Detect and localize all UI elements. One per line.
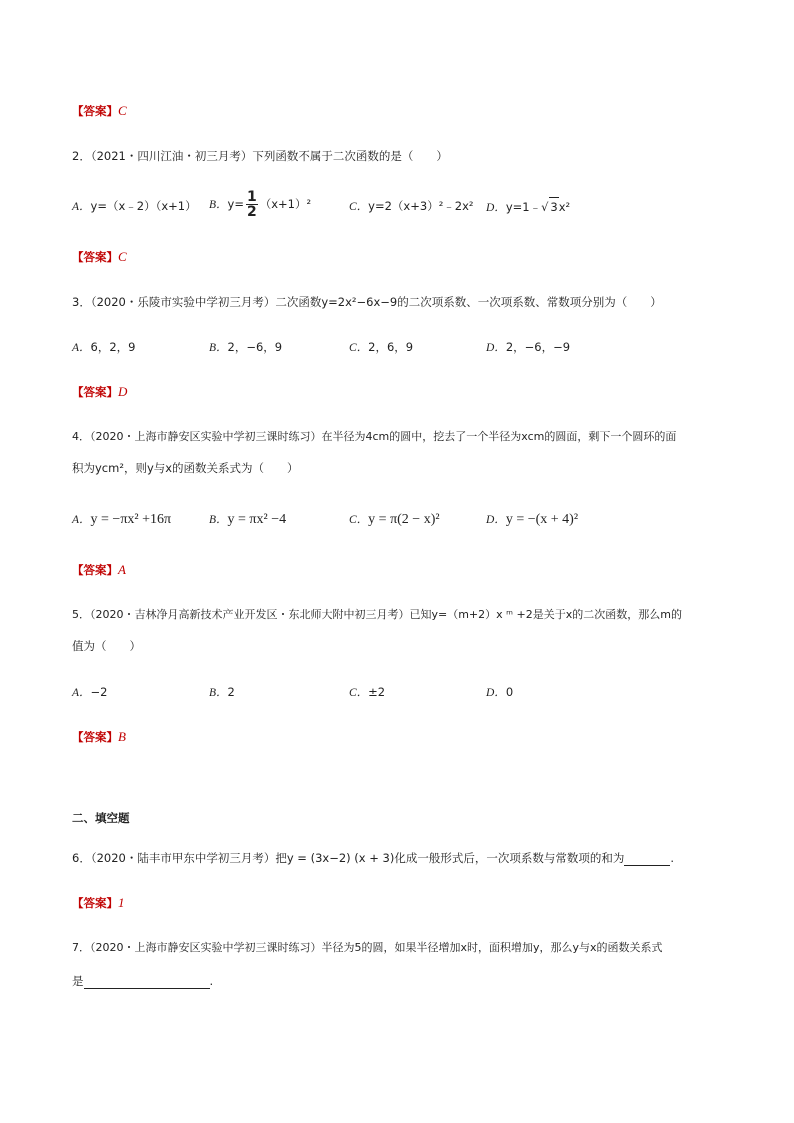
option-text-prefix: y=1﹣ [505, 200, 542, 214]
option-text: y=（x﹣2）（x+1） [90, 199, 197, 213]
answer-blank[interactable] [624, 849, 670, 866]
answer-label: 【答案】 [72, 250, 118, 264]
answer-label: 【答案】 [72, 563, 118, 577]
option-text-suffix: x² [558, 200, 571, 214]
answer-label: 【答案】 [72, 385, 118, 399]
option-text: ±2 [368, 685, 386, 699]
q5-stem-line2: 值为（ ） [72, 639, 141, 653]
option-key: C． [349, 201, 369, 213]
q3-stem: 3．（2020・乐陵市实验中学初三月考）二次函数y=2x²−6x−9的二次项系数、一次项系数、常数项分别为（ ） [72, 295, 662, 309]
option-key: A． [72, 201, 91, 213]
option-text: 2，6，9 [368, 340, 414, 354]
option-formula: y = −(x + 4)² [505, 512, 579, 527]
option-key: B． [209, 514, 228, 526]
fraction-denominator: 2 [246, 204, 257, 220]
answer-label: 【答案】 [72, 896, 118, 910]
q4-option-c [349, 510, 440, 529]
option-text: 0 [505, 685, 514, 699]
option-text: 6，2，9 [90, 340, 136, 354]
answer-value: C [118, 103, 127, 118]
q2-option-b [209, 190, 311, 219]
q2-option-d [486, 197, 570, 217]
option-text: y=2（x+3）²﹣2x² [368, 199, 474, 213]
q4-stem-line1: 4．（2020・上海市静安区实验中学初三课时练习）在半径为4cm的圆中，挖去了一个半径为xcm的圆面，剩下一个圆环的面 [72, 430, 677, 443]
option-key: C． [349, 514, 369, 526]
q5-answer [72, 729, 126, 745]
option-key: C． [349, 687, 369, 699]
option-text: 2，−6，9 [227, 340, 283, 354]
option-key: D． [486, 202, 506, 214]
option-formula: y = π(2 − x)² [368, 512, 440, 527]
q3-option-c [349, 338, 413, 357]
q4-option-a [72, 510, 171, 529]
q5-option-d [486, 683, 513, 702]
radical-sign: √ [541, 200, 549, 214]
q6-stem [72, 849, 674, 866]
option-key: B． [209, 687, 228, 699]
option-key: D． [486, 514, 506, 526]
option-key: A． [72, 687, 91, 699]
q5-option-a [72, 683, 107, 702]
answer-value: B [118, 729, 126, 744]
q5-option-b [209, 683, 235, 702]
answer-label: 【答案】 [72, 104, 118, 118]
radicand: 3 [549, 197, 558, 216]
section-title-fill-in: 二、填空题 [72, 811, 130, 825]
option-key: A． [72, 514, 91, 526]
option-text: 2 [227, 685, 235, 699]
option-key: C． [349, 342, 369, 354]
option-key: D． [486, 687, 506, 699]
option-key: B． [209, 199, 228, 211]
answer-label: 【答案】 [72, 730, 118, 744]
q7-stem-line1: 7．（2020・上海市静安区实验中学初三课时练习）半径为5的圆，如果半径增加x时，面积增加y，那么y与x的函数关系式 [72, 941, 663, 954]
option-text: −2 [90, 685, 108, 699]
q7-stem-end: . [209, 974, 214, 988]
answer-blank[interactable] [84, 972, 210, 989]
answer-value: 1 [118, 895, 125, 910]
q4-option-b [209, 510, 286, 529]
option-key: A． [72, 342, 91, 354]
q6-answer [72, 895, 125, 911]
q2-stem: 2．（2021・四川江油・初三月考）下列函数不属于二次函数的是（ ） [72, 149, 448, 163]
q7-stem-line2 [72, 972, 213, 989]
q3-answer [72, 384, 127, 400]
fraction-numerator: 1 [246, 189, 257, 205]
q4-stem-line2: 积为ycm²，则y与x的函数关系式为（ ） [72, 461, 299, 475]
option-text-suffix: （x+1）² [259, 197, 312, 211]
q4-answer [72, 562, 126, 578]
option-key: B． [209, 342, 228, 354]
q6-stem-text: 6．（2020・陆丰市甲东中学初三月考）把y = (3x−2) (x + 3)化成一般形式后，一次项系数与常数项的和为 [72, 851, 625, 865]
option-text-prefix: y= [227, 197, 244, 211]
option-key: D． [486, 342, 506, 354]
answer-value: D [118, 384, 128, 399]
fraction [246, 190, 258, 219]
q3-option-b [209, 338, 282, 357]
option-formula: y = −πx² +16π [90, 512, 172, 527]
q2-option-a [72, 197, 197, 216]
option-text: 2，−6，−9 [505, 340, 571, 354]
q5-option-c [349, 683, 385, 702]
q7-stem-text: 是 [72, 974, 84, 988]
q3-option-d [486, 338, 570, 357]
q5-stem-line1: 5．（2020・吉林净月高新技术产业开发区・东北师大附中初三月考）已知y=（m+2）x ᵐ +2是关于x的二次函数，那么m的 [72, 608, 682, 621]
answer-value: C [118, 249, 127, 264]
option-formula: y = πx² −4 [227, 512, 287, 527]
q1-answer [72, 103, 127, 119]
q2-option-c [349, 197, 474, 216]
q2-answer [72, 249, 127, 265]
q6-stem-end: . [670, 851, 674, 865]
q4-option-d [486, 510, 578, 529]
answer-value: A [118, 562, 126, 577]
q3-option-a [72, 338, 135, 357]
